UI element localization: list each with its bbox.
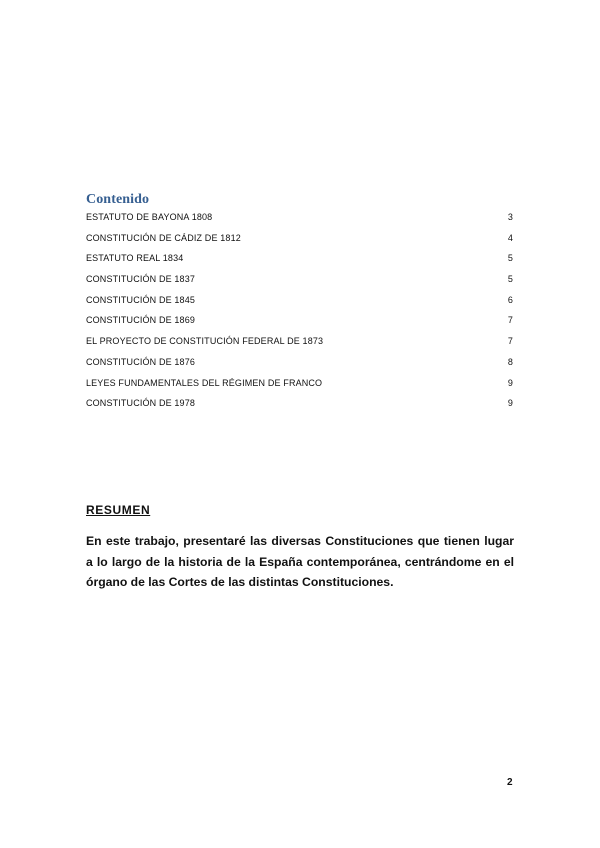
toc-entry-page[interactable]: 4 [507,232,513,243]
toc-entry-page[interactable]: 7 [507,336,513,347]
table-of-contents [86,210,514,417]
toc-entry[interactable] [86,334,514,355]
toc-entry[interactable] [86,210,514,231]
summary-heading: RESUMEN [86,503,151,517]
toc-entry-page[interactable]: 5 [507,274,513,285]
toc-title: Contenido [86,192,150,207]
toc-entry-label[interactable]: CONSTITUCIÓN DE 1837 [86,274,196,285]
toc-entry-page[interactable]: 7 [507,315,513,326]
toc-entry-page[interactable]: 3 [507,212,513,222]
toc-entry-page[interactable]: 5 [507,253,513,264]
toc-entry[interactable] [86,251,514,272]
toc-entry-label[interactable]: CONSTITUCIÓN DE 1978 [86,398,196,409]
toc-entry-label[interactable]: ESTATUTO REAL 1834 [86,253,184,264]
toc-entry-page[interactable]: 9 [507,398,513,409]
toc-entry-page[interactable]: 8 [507,356,513,367]
toc-entry-label[interactable]: LEYES FUNDAMENTALES DEL RÉGIMEN DE FRANCO [86,377,323,388]
toc-entry[interactable] [86,396,514,417]
toc-entry[interactable] [86,376,514,397]
toc-entry[interactable] [86,313,514,334]
toc-entry[interactable] [86,272,514,293]
page-number: 2 [507,777,513,788]
toc-entry-label[interactable]: CONSTITUCIÓN DE 1869 [86,315,196,326]
toc-entry[interactable] [86,231,514,252]
toc-entry[interactable] [86,293,514,314]
toc-entry-label[interactable]: ESTATUTO DE BAYONA 1808 [86,212,213,222]
toc-entry-label[interactable]: CONSTITUCIÓN DE 1845 [86,294,196,305]
toc-entry-page[interactable]: 6 [507,294,513,305]
toc-entry-label[interactable]: CONSTITUCIÓN DE CÁDIZ DE 1812 [86,232,241,243]
toc-entry-page[interactable]: 9 [507,377,513,388]
summary-paragraph: En este trabajo, presentaré las diversas Constituciones que tienen lugar a lo largo de la historia de la España contemporánea, centrándome en el órgano de las Cortes de las distintas Constituciones. [86,534,514,589]
toc-entry-label[interactable]: CONSTITUCIÓN DE 1876 [86,356,196,367]
toc-entry[interactable] [86,355,514,376]
toc-entry-label[interactable]: EL PROYECTO DE CONSTITUCIÓN FEDERAL DE 1873 [86,336,324,347]
